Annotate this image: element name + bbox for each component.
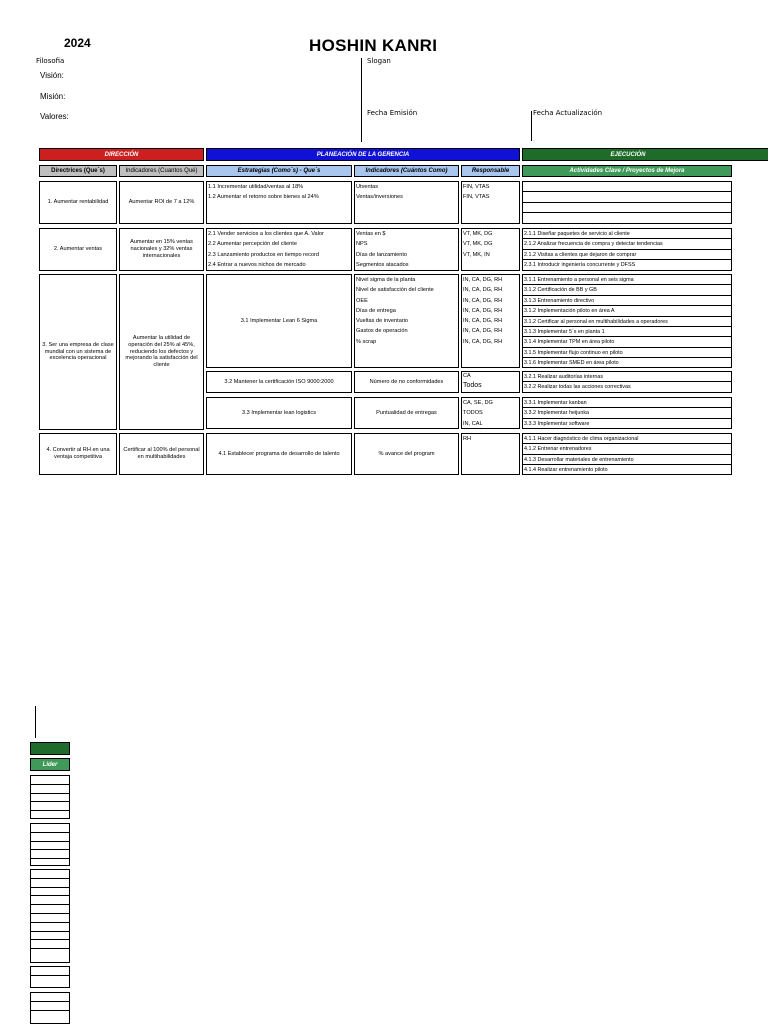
list-item: 2.1.2 Analizar frecuencia de compra y detectar tendencias <box>523 239 731 249</box>
valores-label: Valores: <box>40 112 69 121</box>
list-item: 4.1.1 Hacer diagnóstico de clima organizacional <box>523 434 731 444</box>
list-item: Ventas en $ <box>356 231 386 237</box>
lider-cell <box>31 824 69 833</box>
list-item: Segmentos atacados <box>356 261 409 268</box>
list-item: CA <box>463 373 471 379</box>
list-item: IN, CA, DG, RH <box>463 318 503 325</box>
lider-cell <box>31 842 69 851</box>
indicador-cell: % avance del program <box>354 433 459 475</box>
lider-cell <box>31 870 69 879</box>
lider-box <box>30 869 70 963</box>
lider-box <box>30 992 70 1024</box>
lider-cell <box>31 833 69 842</box>
list-item: % scrap <box>356 338 377 345</box>
estrategia-cell: 3.1 Implementar Lean 6 Sigma <box>206 274 352 368</box>
lider-cell <box>31 1002 69 1011</box>
lider-cell <box>31 1011 69 1020</box>
vision-label: Visión: <box>40 71 64 80</box>
col-actividades: Actividades Clave / Proyectos de Mejora <box>522 165 732 177</box>
directriz-cell: 1. Aumentar rentabilidad <box>39 181 117 224</box>
indicador-cell: Certificar al 100% del personal en multihabilidades <box>119 433 204 475</box>
responsables-list <box>461 181 520 224</box>
lider-cell <box>31 802 69 811</box>
col-indicadores-como: Indicadores (Cuántos Como) <box>354 165 459 177</box>
list-item: 3.1.4 Implementar TPM en área piloto <box>523 337 731 347</box>
indicador-cell: Número de no conformidades <box>354 371 459 393</box>
lider-cell <box>31 914 69 923</box>
list-item: 3.1.6 Implementar SMED en área piloto <box>524 360 619 367</box>
list-item: IN, CA, DG, RH <box>463 277 503 283</box>
list-item: Nivel de satisfacción del cliente <box>356 287 434 294</box>
list-item: 3.1.1 Entrenamiento a personal en seis sigma <box>523 275 731 285</box>
list-item: 1.2 Aumentar el retorno sobre bienes al 24% <box>208 194 319 201</box>
estrategia-cell: 4.1 Establecer programa de desarrollo de talento <box>206 433 352 475</box>
col-responsable: Responsable <box>461 165 520 177</box>
divider <box>531 111 532 141</box>
responsables-list <box>461 371 520 393</box>
fecha-actualizacion-label: Fecha Actualización <box>533 109 603 117</box>
list-item: 4.1.4 Realizar entrenamiento piloto <box>524 467 608 474</box>
list-item: 3.3.3 Implementar software <box>524 420 590 427</box>
slogan-label: Slogan <box>367 57 391 65</box>
fecha-emision-label: Fecha Emisión <box>367 109 418 117</box>
list-item: 3.1.5 Implementar flujo continuo en piloto <box>523 348 731 358</box>
list-item: 1.1 Incrementar utilidad/ventas al 18% <box>208 184 304 190</box>
year: 2024 <box>64 36 91 50</box>
responsables-list <box>461 228 520 271</box>
indicadores-list <box>354 274 459 368</box>
actividades-list <box>522 228 732 271</box>
estrategias-list <box>206 181 352 224</box>
list-item: RH <box>463 436 472 442</box>
lider-cell <box>31 949 69 958</box>
list-item: VT, MK, DG <box>463 241 493 248</box>
list-item: FIN, VTAS <box>463 184 490 190</box>
lider-cell <box>31 932 69 941</box>
indicadores-list <box>354 181 459 224</box>
lider-cell <box>31 785 69 794</box>
directriz-cell: 3. Ser una empresa de clase mundial con un sistema de excelencia operacional <box>39 274 117 430</box>
list-item: VT, MK, DG <box>463 231 493 237</box>
section-ejecucion: EJECUCIÓN <box>522 148 768 161</box>
lider-box <box>30 775 70 819</box>
list-item: 2.3 Lanzamiento productos en tiempo record <box>208 251 320 258</box>
filosofia-label: Filosofia <box>36 57 65 65</box>
list-item: Ventas/inversiones <box>356 194 403 201</box>
list-item: 2.1.1 Diseñar paquetes de servicio al cliente <box>523 229 731 239</box>
list-item: 4.1.2 Entrenar entrenadores <box>523 444 731 454</box>
list-item: 3.2.1 Realizar auditorías internas <box>523 372 731 382</box>
list-item: 3.1.2 Implementación piloto en área A <box>523 306 731 316</box>
list-item: Nivel sigma de la planta <box>356 277 416 283</box>
actividades-list <box>522 397 732 429</box>
list-item: IN, CA, DG, RH <box>463 287 503 294</box>
lider-cell <box>31 923 69 932</box>
list-item: 2.3.1 Introducir ingeniería concurrente y DFSS <box>524 262 636 269</box>
responsables-list <box>461 433 520 475</box>
list-item: 3.2.2 Realizar todas las acciones correctivas <box>524 384 631 391</box>
indicadores-list <box>354 228 459 271</box>
divider <box>361 58 362 142</box>
list-item: Vueltas de inventario <box>356 318 409 325</box>
list-item: Días de entrega <box>356 307 396 314</box>
list-item: VT, MK, IN <box>463 251 490 258</box>
indicador-cell: Puntualidad de entregas <box>354 397 459 429</box>
responsables-list <box>461 274 520 368</box>
list-item: IN, CA, DG, RH <box>463 297 503 304</box>
responsables-list <box>461 397 520 429</box>
directriz-cell: 4. Convertir al RH en una ventaja competitiva <box>39 433 117 475</box>
list-item <box>523 192 731 202</box>
list-item: OEE <box>356 297 368 304</box>
estrategias-list <box>206 228 352 271</box>
list-item: Utventas <box>356 184 379 190</box>
list-item: 3.1.3 Entrenamiento directivo <box>523 296 731 306</box>
col-indicadores-que: Indicadores (Cuantos Qué) <box>119 165 204 177</box>
lider-cell <box>31 940 69 949</box>
lider-cell <box>31 879 69 888</box>
lider-cell <box>31 976 69 985</box>
estrategia-cell: 3.3 Implementar lean logistics <box>206 397 352 429</box>
lider-cell <box>31 967 69 976</box>
estrategia-cell: 3.2 Mantener la certificación ISO 9000:2000 <box>206 371 352 393</box>
col-directrices: Directrices (Que´s) <box>39 165 117 177</box>
list-item: CA, SE, DG <box>463 400 493 406</box>
directriz-cell: 2. Aumentar ventas <box>39 228 117 271</box>
list-item: NPS <box>356 241 368 248</box>
lider-cell <box>31 993 69 1002</box>
list-item: IN, CA, DG, RH <box>463 338 503 345</box>
actividades-list <box>522 274 732 368</box>
col-lider: Lider <box>30 758 70 771</box>
list-item <box>523 213 731 223</box>
list-item: 3.1.3 Implementar 5´s en planta 1 <box>523 327 731 337</box>
list-item: 4.1.3 Desarrollar materiales de entrenamiento <box>523 455 731 465</box>
list-item: 3.1.2 Certificación de BB y GB <box>523 285 731 295</box>
list-item: IN, CA, DG, RH <box>463 307 503 314</box>
lider-cell <box>31 905 69 914</box>
list-item: Todos <box>463 382 482 389</box>
lider-cell <box>31 888 69 897</box>
lider-cell <box>31 850 69 859</box>
indicador-cell: Aumentar en 15% ventas nacionales y 32% ventas internacionales <box>119 228 204 271</box>
actividades-list <box>522 433 732 475</box>
list-item: Gastos de operación <box>356 328 408 335</box>
list-item: TODOS <box>463 410 483 417</box>
divider <box>35 706 36 738</box>
page-title: HOSHIN KANRI <box>309 36 438 55</box>
lider-cell <box>31 776 69 785</box>
section-direccion: DIRECCIÓN <box>39 148 204 161</box>
section-planeacion: PLANEACIÓN DE LA GERENCIA <box>206 148 520 161</box>
lider-cell <box>31 794 69 803</box>
lider-cell <box>31 811 69 820</box>
indicador-cell: Aumentar ROI de 7 a 12% <box>119 181 204 224</box>
actividades-list <box>522 371 732 393</box>
actividades-list <box>522 181 732 224</box>
col-estrategias: Estrategias (Como´s) - Que´s <box>206 165 352 177</box>
list-item: 2.2 Aumentar percepción del cliente <box>208 241 297 248</box>
list-item: IN, CAL <box>463 420 483 427</box>
list-item: IN, CA, DG, RH <box>463 328 503 335</box>
list-item: 2.1.2 Visitas a clientes que dejaron de comprar <box>523 250 731 260</box>
list-item <box>523 182 731 192</box>
list-item: FIN, VTAS <box>463 194 490 201</box>
list-item: 3.3.2 Implementar heijunka <box>523 408 731 418</box>
lider-cell <box>31 896 69 905</box>
list-item: 3.1.2 Certificar al personal en multihabilidades a operadores <box>523 317 731 327</box>
lider-box <box>30 823 70 866</box>
mision-label: Misión: <box>40 92 66 101</box>
list-item: 2.4 Entrar a nuevos nichos de mercado <box>208 261 306 268</box>
list-item: Días de lanzamiento <box>356 251 407 258</box>
indicador-cell: Aumentar la utilidad de operación del 25% al 45%, reduciendo los defectos y mejorando la satisfacción del cliente <box>119 274 204 430</box>
list-item <box>523 203 731 213</box>
lider-cell <box>31 859 69 868</box>
list-item: 2.1 Vender servicios a los clientes que A. Valor <box>208 231 324 237</box>
lider-box <box>30 966 70 988</box>
section-ejecucion-continued <box>30 742 70 755</box>
list-item: 3.3.1 Implementar kanban <box>523 398 731 408</box>
